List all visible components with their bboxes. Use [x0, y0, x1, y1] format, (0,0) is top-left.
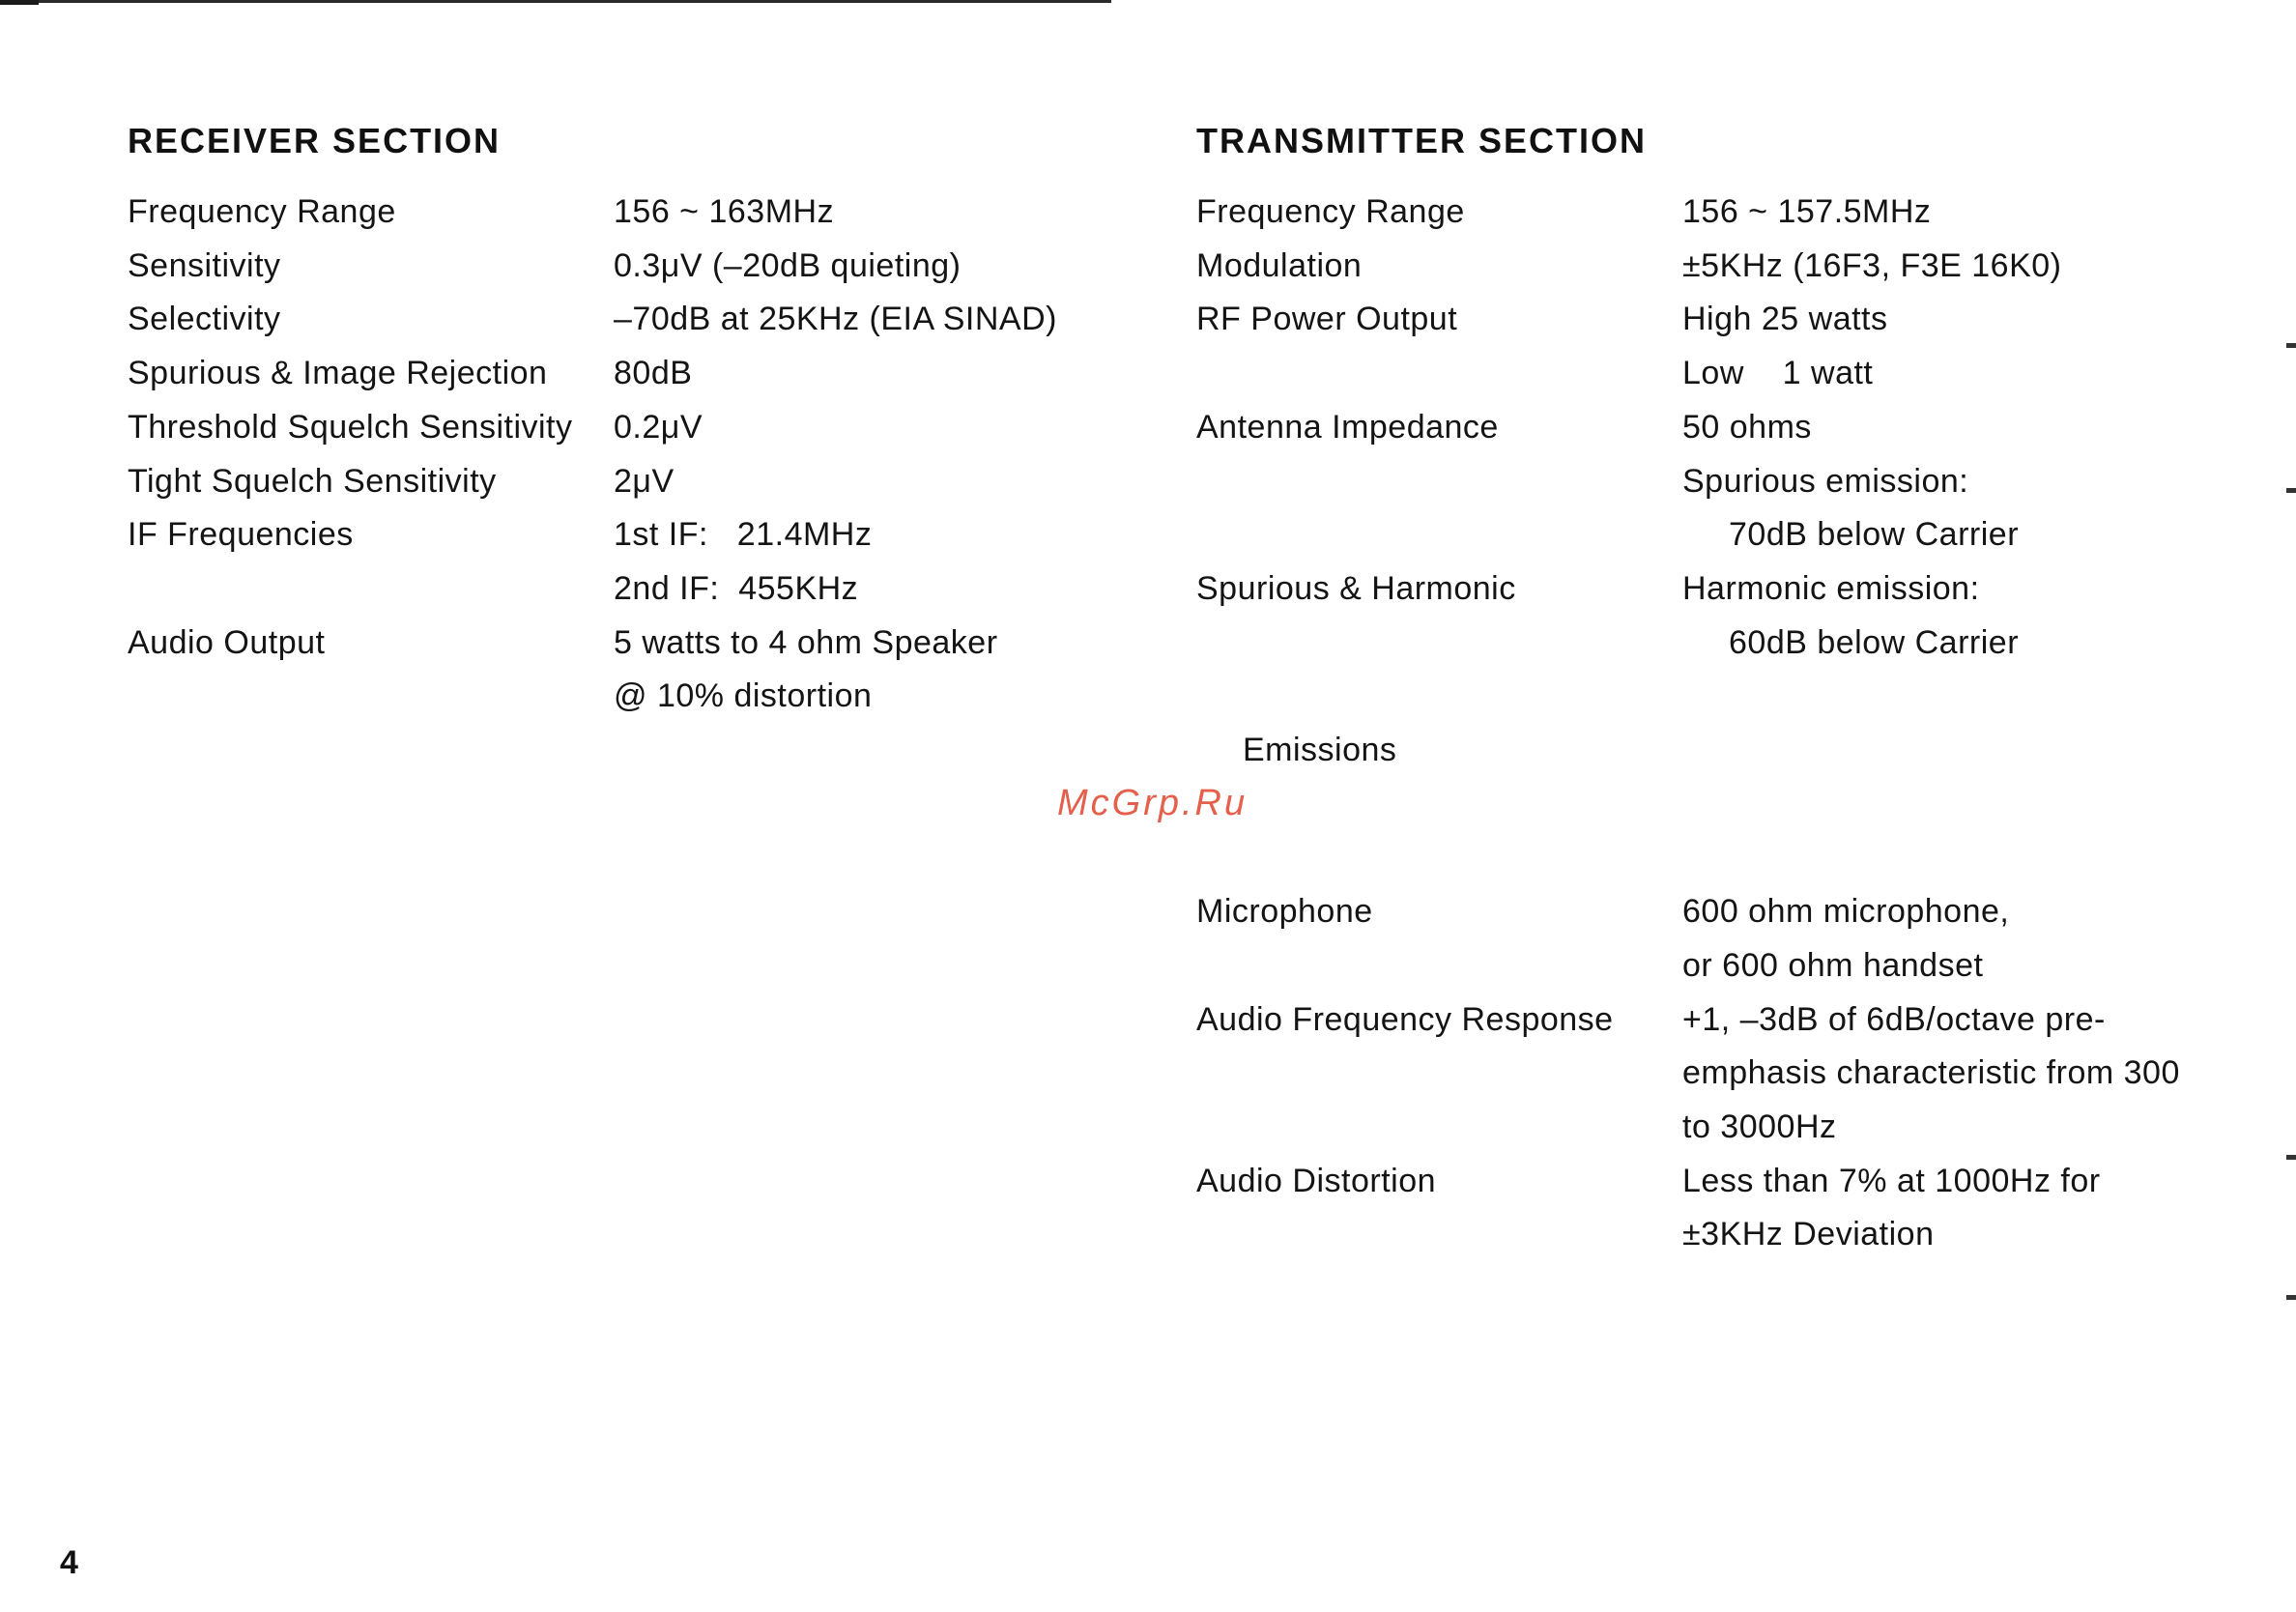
spec-values	[614, 617, 998, 724]
spec-label: Selectivity	[128, 301, 281, 338]
transmitter-row-microphone	[1196, 885, 2180, 993]
spec-value: Spurious emission:	[1682, 462, 1969, 500]
spec-value: 0.2μV	[614, 408, 703, 446]
spec-values	[1682, 186, 1931, 240]
receiver-row-if-frequencies	[128, 508, 1057, 616]
spec-value: High 25 watts	[1682, 301, 1888, 338]
transmitter-row-antenna-impedance	[1196, 401, 2180, 455]
spec-value: 50 ohms	[1682, 408, 1812, 446]
spec-value: emphasis characteristic from 300	[1682, 1054, 2180, 1092]
spec-value: ±5KHz (16F3, F3E 16K0)	[1682, 246, 2062, 284]
spec-values	[614, 293, 1057, 347]
spec-value: 0.3μV (–20dB quieting)	[614, 246, 961, 284]
receiver-row-threshold-squelch	[128, 401, 1057, 455]
spec-value: @ 10% distortion	[614, 677, 873, 715]
transmitter-row-spurious-harmonic	[1196, 455, 2180, 886]
transmitter-row-audio-distortion	[1196, 1155, 2180, 1262]
edge-mark	[2286, 343, 2296, 348]
spec-label: Sensitivity	[128, 246, 281, 284]
spec-label: Spurious & Image Rejection	[128, 355, 548, 392]
spec-value: 80dB	[614, 355, 693, 392]
spec-label-line: Emissions	[1243, 732, 1397, 769]
receiver-row-spurious-image-rejection	[128, 347, 1057, 401]
spec-value: Low 1 watt	[1682, 355, 1874, 392]
receiver-row-audio-output	[128, 617, 1057, 724]
spec-label: Antenna Impedance	[1196, 408, 1499, 446]
spec-values	[614, 455, 674, 509]
receiver-row-frequency-range	[128, 186, 1057, 240]
spec-label: Frequency Range	[1196, 193, 1465, 230]
spec-values	[1682, 401, 1812, 455]
watermark: McGrp.Ru	[1057, 783, 1248, 823]
receiver-row-tight-squelch	[128, 455, 1057, 509]
spec-value: +1, –3dB of 6dB/octave pre-	[1682, 1000, 2106, 1038]
spec-value: to 3000Hz	[1682, 1108, 1837, 1145]
spec-label: Microphone	[1196, 893, 1373, 931]
top-rule	[0, 0, 1111, 3]
spec-values	[614, 347, 692, 401]
spec-label: Audio Frequency Response	[1196, 1000, 1614, 1038]
transmitter-section	[1196, 114, 2180, 1262]
spec-value: 5 watts to 4 ohm Speaker	[614, 623, 998, 661]
transmitter-row-rf-power-output	[1196, 293, 2180, 400]
spec-values	[614, 240, 961, 294]
spec-label: Tight Squelch Sensitivity	[128, 462, 497, 500]
spec-value: Less than 7% at 1000Hz for	[1682, 1162, 2101, 1199]
receiver-row-sensitivity	[128, 240, 1057, 294]
transmitter-row-audio-frequency-response	[1196, 993, 2180, 1155]
receiver-section	[128, 114, 1057, 724]
spec-values	[1682, 455, 2019, 886]
spec-label: Audio Distortion	[1196, 1162, 1437, 1199]
spec-label: Threshold Squelch Sensitivity	[128, 408, 573, 446]
spec-label-line: Spurious & Harmonic	[1196, 569, 1516, 607]
spec-values	[1682, 240, 2062, 294]
receiver-row-selectivity	[128, 293, 1057, 347]
spec-values	[1682, 1155, 2101, 1262]
spec-value: 70dB below Carrier	[1729, 516, 2020, 554]
spec-label: RF Power Output	[1196, 301, 1458, 338]
spec-value: –70dB at 25KHz (EIA SINAD)	[614, 301, 1057, 338]
spec-value: Harmonic emission:	[1682, 569, 1980, 607]
spec-values	[614, 186, 834, 240]
edge-mark	[2286, 1155, 2296, 1160]
spec-value: ±3KHz Deviation	[1682, 1216, 1935, 1253]
transmitter-row-frequency-range	[1196, 186, 2180, 240]
spec-value: 1st IF: 21.4MHz	[614, 516, 873, 554]
spec-value: 2nd IF: 455KHz	[614, 569, 859, 607]
edge-mark	[2286, 488, 2296, 493]
spec-values	[614, 401, 703, 455]
spec-values	[1682, 885, 2009, 993]
spec-value: 600 ohm microphone,	[1682, 893, 2010, 931]
spec-label: Audio Output	[128, 623, 326, 661]
page-number: 4	[60, 1544, 78, 1581]
spec-label: Frequency Range	[128, 193, 396, 230]
spec-value: 156 ~ 163MHz	[614, 193, 835, 230]
receiver-section-title: RECEIVER SECTION	[128, 121, 502, 160]
spec-value: 156 ~ 157.5MHz	[1682, 193, 1932, 230]
spec-label: IF Frequencies	[128, 516, 354, 554]
spec-label: Modulation	[1196, 246, 1363, 284]
spec-value: 2μV	[614, 462, 674, 500]
spec-values	[614, 508, 872, 616]
spec-label	[1196, 455, 1682, 886]
spec-value: 60dB below Carrier	[1729, 623, 2020, 661]
spec-values	[1682, 993, 2180, 1155]
transmitter-row-modulation	[1196, 240, 2180, 294]
transmitter-section-title: TRANSMITTER SECTION	[1196, 121, 1647, 160]
top-rule-mark	[0, 0, 39, 5]
spec-values	[1682, 293, 1888, 400]
spec-value: or 600 ohm handset	[1682, 946, 1984, 984]
edge-mark	[2286, 1295, 2296, 1300]
